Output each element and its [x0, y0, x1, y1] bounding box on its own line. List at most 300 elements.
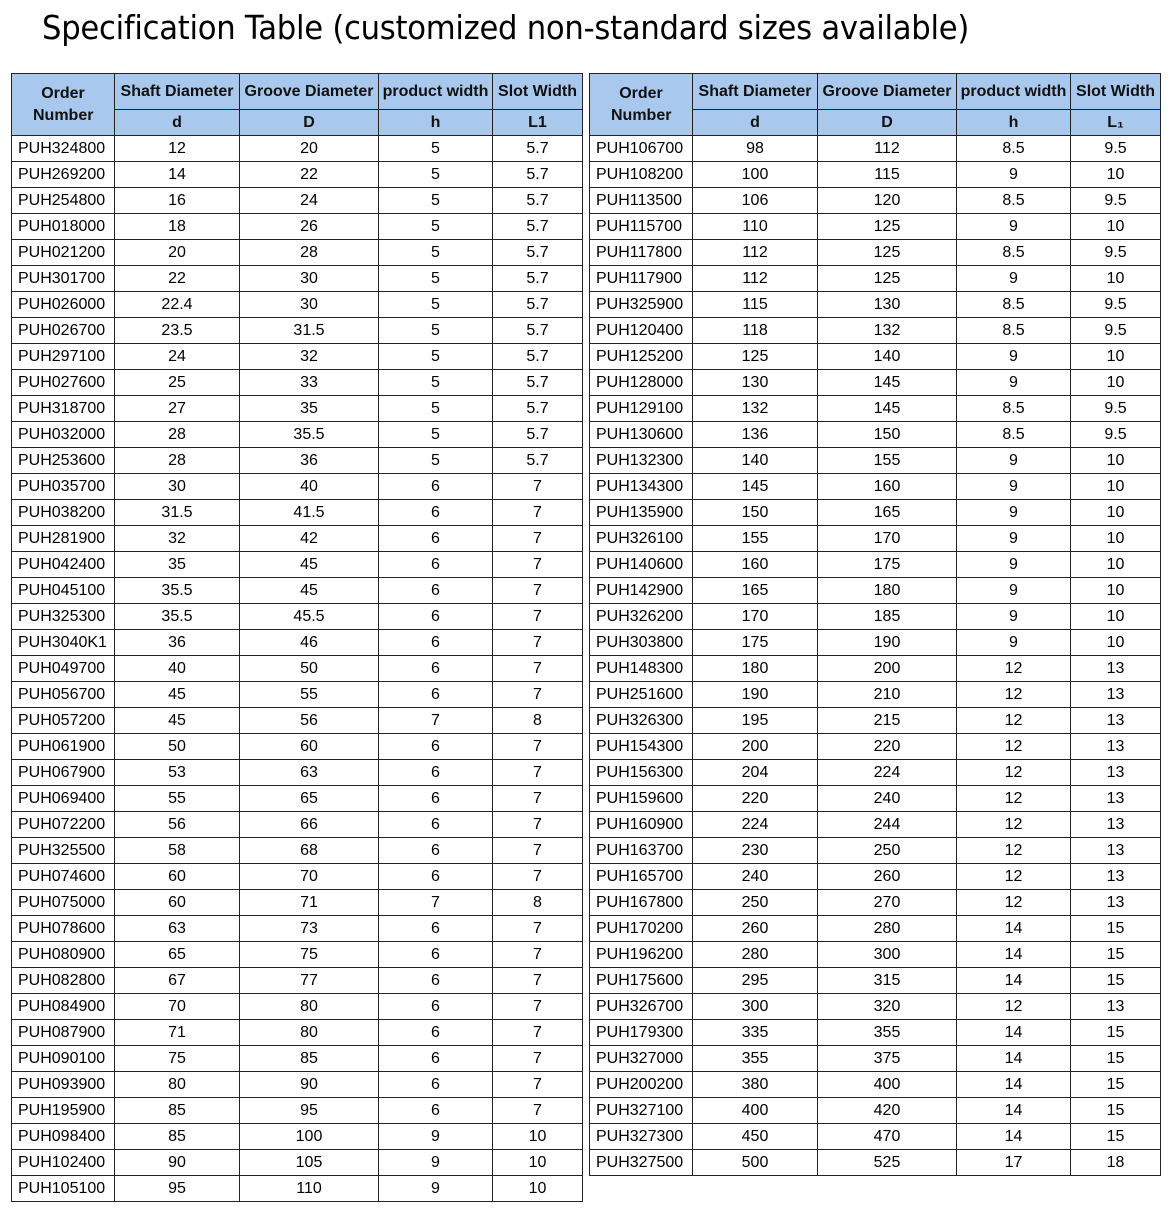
- groove-diameter-cell: 280: [818, 916, 957, 942]
- product-width-cell: 8.5: [957, 318, 1071, 344]
- table-row: [12, 656, 583, 682]
- product-width-cell: 9: [957, 526, 1071, 552]
- slot-width-cell: 10: [1071, 344, 1161, 370]
- shaft-diameter-cell: 450: [693, 1124, 818, 1150]
- groove-diameter-cell: 36: [240, 448, 379, 474]
- table-row: [590, 422, 1161, 448]
- table-row: [12, 1176, 583, 1202]
- table-row: [12, 760, 583, 786]
- table-row: [590, 448, 1161, 474]
- shaft-diameter-cell: 100: [693, 162, 818, 188]
- table-row: [12, 422, 583, 448]
- order-number-cell: PUH140600: [590, 552, 693, 578]
- slot-width-cell: 10: [1071, 578, 1161, 604]
- table-row: [590, 578, 1161, 604]
- order-number-cell: PUH018000: [12, 214, 115, 240]
- product-width-cell: 6: [379, 526, 493, 552]
- order-number-cell: PUH117800: [590, 240, 693, 266]
- product-width-cell: 8.5: [957, 292, 1071, 318]
- groove-diameter-cell: 35: [240, 396, 379, 422]
- slot-width-cell: 7: [493, 994, 583, 1020]
- order-number-cell: PUH132300: [590, 448, 693, 474]
- shaft-diameter-cell: 35: [115, 552, 240, 578]
- shaft-diameter-cell: 36: [115, 630, 240, 656]
- shaft-diameter-cell: 24: [115, 344, 240, 370]
- groove-diameter-cell: 110: [240, 1176, 379, 1202]
- product-width-cell: 12: [957, 682, 1071, 708]
- order-number-cell: PUH325900: [590, 292, 693, 318]
- slot-width-cell: 5.7: [493, 370, 583, 396]
- groove-diameter-cell: 56: [240, 708, 379, 734]
- order-number-cell: PUH027600: [12, 370, 115, 396]
- table-row: [12, 136, 583, 162]
- order-number-cell: PUH179300: [590, 1020, 693, 1046]
- slot-width-cell: 7: [493, 656, 583, 682]
- table-row: [590, 994, 1161, 1020]
- shaft-diameter-cell: 98: [693, 136, 818, 162]
- table-row: [590, 396, 1161, 422]
- product-width-cell: 14: [957, 1046, 1071, 1072]
- table-row: [590, 136, 1161, 162]
- shaft-diameter-cell: 115: [693, 292, 818, 318]
- groove-diameter-cell: 355: [818, 1020, 957, 1046]
- slot-width-cell: 5.7: [493, 214, 583, 240]
- slot-width-cell: 7: [493, 1098, 583, 1124]
- order-number-cell: PUH167800: [590, 890, 693, 916]
- shaft-diameter-cell: 28: [115, 422, 240, 448]
- header-slot-width: Slot Width: [1071, 74, 1161, 110]
- groove-diameter-cell: 77: [240, 968, 379, 994]
- slot-width-cell: 7: [493, 630, 583, 656]
- table-row: [12, 578, 583, 604]
- groove-diameter-cell: 160: [818, 474, 957, 500]
- shaft-diameter-cell: 27: [115, 396, 240, 422]
- groove-diameter-cell: 42: [240, 526, 379, 552]
- product-width-cell: 14: [957, 1020, 1071, 1046]
- header-order-number: Order Number: [590, 74, 693, 136]
- groove-diameter-cell: 240: [818, 786, 957, 812]
- groove-diameter-cell: 190: [818, 630, 957, 656]
- groove-diameter-cell: 63: [240, 760, 379, 786]
- product-width-cell: 9: [957, 162, 1071, 188]
- groove-diameter-cell: 180: [818, 578, 957, 604]
- shaft-diameter-cell: 195: [693, 708, 818, 734]
- groove-diameter-cell: 20: [240, 136, 379, 162]
- shaft-diameter-cell: 140: [693, 448, 818, 474]
- order-number-cell: PUH327300: [590, 1124, 693, 1150]
- slot-width-cell: 7: [493, 838, 583, 864]
- order-number-cell: PUH021200: [12, 240, 115, 266]
- slot-width-cell: 7: [493, 942, 583, 968]
- product-width-cell: 6: [379, 578, 493, 604]
- groove-diameter-cell: 80: [240, 1020, 379, 1046]
- groove-diameter-cell: 185: [818, 604, 957, 630]
- order-number-cell: PUH129100: [590, 396, 693, 422]
- groove-diameter-cell: 150: [818, 422, 957, 448]
- table-row: [12, 1150, 583, 1176]
- groove-diameter-cell: 45: [240, 578, 379, 604]
- product-width-cell: 5: [379, 370, 493, 396]
- product-width-cell: 14: [957, 968, 1071, 994]
- order-number-cell: PUH026700: [12, 318, 115, 344]
- shaft-diameter-cell: 60: [115, 890, 240, 916]
- shaft-diameter-cell: 136: [693, 422, 818, 448]
- product-width-cell: 5: [379, 214, 493, 240]
- table-row: [12, 526, 583, 552]
- groove-diameter-cell: 73: [240, 916, 379, 942]
- table-row: [12, 370, 583, 396]
- table-row: [12, 1046, 583, 1072]
- product-width-cell: 5: [379, 318, 493, 344]
- header-symbol-D: D: [240, 110, 379, 136]
- shaft-diameter-cell: 110: [693, 214, 818, 240]
- table-row: [12, 344, 583, 370]
- product-width-cell: 5: [379, 422, 493, 448]
- product-width-cell: 5: [379, 240, 493, 266]
- table-row: [590, 292, 1161, 318]
- slot-width-cell: 9.5: [1071, 188, 1161, 214]
- table-row: [12, 188, 583, 214]
- order-number-cell: PUH130600: [590, 422, 693, 448]
- order-number-cell: PUH108200: [590, 162, 693, 188]
- shaft-diameter-cell: 70: [115, 994, 240, 1020]
- slot-width-cell: 5.7: [493, 162, 583, 188]
- order-number-cell: PUH175600: [590, 968, 693, 994]
- product-width-cell: 9: [957, 266, 1071, 292]
- table-row: [590, 214, 1161, 240]
- slot-width-cell: 7: [493, 968, 583, 994]
- product-width-cell: 17: [957, 1150, 1071, 1176]
- order-number-cell: PUH325300: [12, 604, 115, 630]
- slot-width-cell: 10: [1071, 266, 1161, 292]
- slot-width-cell: 5.7: [493, 318, 583, 344]
- product-width-cell: 6: [379, 760, 493, 786]
- header-symbol-L1: L1: [493, 110, 583, 136]
- slot-width-cell: 10: [1071, 448, 1161, 474]
- groove-diameter-cell: 65: [240, 786, 379, 812]
- order-number-cell: PUH156300: [590, 760, 693, 786]
- groove-diameter-cell: 105: [240, 1150, 379, 1176]
- shaft-diameter-cell: 155: [693, 526, 818, 552]
- order-number-cell: PUH253600: [12, 448, 115, 474]
- product-width-cell: 6: [379, 864, 493, 890]
- product-width-cell: 5: [379, 162, 493, 188]
- product-width-cell: 12: [957, 838, 1071, 864]
- table-row: [590, 968, 1161, 994]
- order-number-cell: PUH082800: [12, 968, 115, 994]
- product-width-cell: 12: [957, 786, 1071, 812]
- shaft-diameter-cell: 35.5: [115, 578, 240, 604]
- table-row: [590, 838, 1161, 864]
- header-symbol-D: D: [818, 110, 957, 136]
- table-row: [590, 1098, 1161, 1124]
- table-row: [12, 552, 583, 578]
- slot-width-cell: 8: [493, 890, 583, 916]
- slot-width-cell: 9.5: [1071, 318, 1161, 344]
- groove-diameter-cell: 30: [240, 266, 379, 292]
- shaft-diameter-cell: 295: [693, 968, 818, 994]
- table-row: [12, 968, 583, 994]
- shaft-diameter-cell: 85: [115, 1098, 240, 1124]
- table-row: [12, 708, 583, 734]
- product-width-cell: 12: [957, 890, 1071, 916]
- table-row: [590, 1072, 1161, 1098]
- groove-diameter-cell: 75: [240, 942, 379, 968]
- shaft-diameter-cell: 35.5: [115, 604, 240, 630]
- header-product-width: product width: [957, 74, 1071, 110]
- product-width-cell: 5: [379, 292, 493, 318]
- header-symbol-L1: L₁: [1071, 110, 1161, 136]
- table-row: [12, 240, 583, 266]
- shaft-diameter-cell: 106: [693, 188, 818, 214]
- table-row: [590, 370, 1161, 396]
- groove-diameter-cell: 145: [818, 396, 957, 422]
- slot-width-cell: 15: [1071, 1098, 1161, 1124]
- order-number-cell: PUH301700: [12, 266, 115, 292]
- table-row: [12, 214, 583, 240]
- shaft-diameter-cell: 132: [693, 396, 818, 422]
- table-row: [590, 812, 1161, 838]
- header-shaft-diameter: Shaft Diameter: [693, 74, 818, 110]
- product-width-cell: 6: [379, 1072, 493, 1098]
- slot-width-cell: 10: [1071, 162, 1161, 188]
- groove-diameter-cell: 145: [818, 370, 957, 396]
- shaft-diameter-cell: 220: [693, 786, 818, 812]
- product-width-cell: 9: [957, 578, 1071, 604]
- slot-width-cell: 10: [493, 1124, 583, 1150]
- table-row: [590, 344, 1161, 370]
- table-row: [12, 1098, 583, 1124]
- groove-diameter-cell: 220: [818, 734, 957, 760]
- groove-diameter-cell: 170: [818, 526, 957, 552]
- product-width-cell: 6: [379, 812, 493, 838]
- table-row: [590, 240, 1161, 266]
- shaft-diameter-cell: 230: [693, 838, 818, 864]
- groove-diameter-cell: 165: [818, 500, 957, 526]
- order-number-cell: PUH251600: [590, 682, 693, 708]
- shaft-diameter-cell: 204: [693, 760, 818, 786]
- order-number-cell: PUH038200: [12, 500, 115, 526]
- table-row: [12, 838, 583, 864]
- product-width-cell: 8.5: [957, 422, 1071, 448]
- shaft-diameter-cell: 80: [115, 1072, 240, 1098]
- order-number-cell: PUH297100: [12, 344, 115, 370]
- order-number-cell: PUH032000: [12, 422, 115, 448]
- order-number-cell: PUH154300: [590, 734, 693, 760]
- groove-diameter-cell: 33: [240, 370, 379, 396]
- header-symbol-d: d: [693, 110, 818, 136]
- groove-diameter-cell: 90: [240, 1072, 379, 1098]
- slot-width-cell: 7: [493, 500, 583, 526]
- table-body-left: [12, 136, 583, 1202]
- order-number-cell: PUH324800: [12, 136, 115, 162]
- groove-diameter-cell: 45: [240, 552, 379, 578]
- table-row: [590, 734, 1161, 760]
- product-width-cell: 8.5: [957, 240, 1071, 266]
- shaft-diameter-cell: 190: [693, 682, 818, 708]
- slot-width-cell: 5.7: [493, 136, 583, 162]
- product-width-cell: 9: [957, 370, 1071, 396]
- product-width-cell: 9: [957, 344, 1071, 370]
- table-row: [590, 552, 1161, 578]
- groove-diameter-cell: 125: [818, 214, 957, 240]
- table-row: [590, 1046, 1161, 1072]
- groove-diameter-cell: 71: [240, 890, 379, 916]
- slot-width-cell: 7: [493, 604, 583, 630]
- groove-diameter-cell: 24: [240, 188, 379, 214]
- groove-diameter-cell: 26: [240, 214, 379, 240]
- shaft-diameter-cell: 130: [693, 370, 818, 396]
- table-row: [12, 1124, 583, 1150]
- groove-diameter-cell: 244: [818, 812, 957, 838]
- table-row: [590, 942, 1161, 968]
- slot-width-cell: 18: [1071, 1150, 1161, 1176]
- product-width-cell: 14: [957, 942, 1071, 968]
- order-number-cell: PUH045100: [12, 578, 115, 604]
- product-width-cell: 6: [379, 656, 493, 682]
- product-width-cell: 6: [379, 786, 493, 812]
- table-row: [12, 786, 583, 812]
- order-number-cell: PUH056700: [12, 682, 115, 708]
- shaft-diameter-cell: 112: [693, 240, 818, 266]
- order-number-cell: PUH067900: [12, 760, 115, 786]
- product-width-cell: 9: [957, 214, 1071, 240]
- shaft-diameter-cell: 58: [115, 838, 240, 864]
- product-width-cell: 9: [379, 1124, 493, 1150]
- table-row: [12, 448, 583, 474]
- header-symbol-h: h: [957, 110, 1071, 136]
- header-slot-width: Slot Width: [493, 74, 583, 110]
- header-order-number: Order Number: [12, 74, 115, 136]
- product-width-cell: 6: [379, 1098, 493, 1124]
- shaft-diameter-cell: 60: [115, 864, 240, 890]
- slot-width-cell: 13: [1071, 760, 1161, 786]
- slot-width-cell: 7: [493, 916, 583, 942]
- order-number-cell: PUH269200: [12, 162, 115, 188]
- slot-width-cell: 10: [1071, 370, 1161, 396]
- order-number-cell: PUH159600: [590, 786, 693, 812]
- order-number-cell: PUH163700: [590, 838, 693, 864]
- slot-width-cell: 7: [493, 864, 583, 890]
- shaft-diameter-cell: 31.5: [115, 500, 240, 526]
- table-row: [12, 864, 583, 890]
- table-row: [12, 1072, 583, 1098]
- shaft-diameter-cell: 260: [693, 916, 818, 942]
- product-width-cell: 6: [379, 500, 493, 526]
- groove-diameter-cell: 215: [818, 708, 957, 734]
- slot-width-cell: 10: [1071, 526, 1161, 552]
- slot-width-cell: 15: [1071, 942, 1161, 968]
- slot-width-cell: 10: [1071, 500, 1161, 526]
- order-number-cell: PUH084900: [12, 994, 115, 1020]
- shaft-diameter-cell: 16: [115, 188, 240, 214]
- slot-width-cell: 7: [493, 812, 583, 838]
- slot-width-cell: 5.7: [493, 266, 583, 292]
- product-width-cell: 9: [379, 1150, 493, 1176]
- order-number-cell: PUH093900: [12, 1072, 115, 1098]
- order-number-cell: PUH195900: [12, 1098, 115, 1124]
- shaft-diameter-cell: 200: [693, 734, 818, 760]
- groove-diameter-cell: 22: [240, 162, 379, 188]
- shaft-diameter-cell: 224: [693, 812, 818, 838]
- shaft-diameter-cell: 170: [693, 604, 818, 630]
- shaft-diameter-cell: 118: [693, 318, 818, 344]
- groove-diameter-cell: 155: [818, 448, 957, 474]
- groove-diameter-cell: 55: [240, 682, 379, 708]
- groove-diameter-cell: 400: [818, 1072, 957, 1098]
- shaft-diameter-cell: 45: [115, 682, 240, 708]
- shaft-diameter-cell: 25: [115, 370, 240, 396]
- table-row: [12, 890, 583, 916]
- header-shaft-diameter: Shaft Diameter: [115, 74, 240, 110]
- table-row: [590, 162, 1161, 188]
- slot-width-cell: 5.7: [493, 188, 583, 214]
- header-groove-diameter: Groove Diameter: [240, 74, 379, 110]
- slot-width-cell: 10: [1071, 630, 1161, 656]
- table-row: [12, 396, 583, 422]
- product-width-cell: 5: [379, 266, 493, 292]
- order-number-cell: PUH061900: [12, 734, 115, 760]
- order-number-cell: PUH117900: [590, 266, 693, 292]
- table-row: [12, 682, 583, 708]
- shaft-diameter-cell: 145: [693, 474, 818, 500]
- order-number-cell: PUH196200: [590, 942, 693, 968]
- shaft-diameter-cell: 112: [693, 266, 818, 292]
- slot-width-cell: 13: [1071, 838, 1161, 864]
- table-row: [590, 266, 1161, 292]
- slot-width-cell: 13: [1071, 734, 1161, 760]
- shaft-diameter-cell: 45: [115, 708, 240, 734]
- groove-diameter-cell: 45.5: [240, 604, 379, 630]
- slot-width-cell: 7: [493, 526, 583, 552]
- spec-table-left: [11, 73, 583, 1202]
- table-row: [590, 188, 1161, 214]
- order-number-cell: PUH098400: [12, 1124, 115, 1150]
- order-number-cell: PUH165700: [590, 864, 693, 890]
- slot-width-cell: 8: [493, 708, 583, 734]
- order-number-cell: PUH170200: [590, 916, 693, 942]
- shaft-diameter-cell: 500: [693, 1150, 818, 1176]
- order-number-cell: PUH074600: [12, 864, 115, 890]
- product-width-cell: 9: [957, 474, 1071, 500]
- table-row: [590, 916, 1161, 942]
- groove-diameter-cell: 68: [240, 838, 379, 864]
- product-width-cell: 8.5: [957, 396, 1071, 422]
- order-number-cell: PUH105100: [12, 1176, 115, 1202]
- shaft-diameter-cell: 56: [115, 812, 240, 838]
- groove-diameter-cell: 28: [240, 240, 379, 266]
- table-body-right: [590, 136, 1161, 1176]
- shaft-diameter-cell: 300: [693, 994, 818, 1020]
- table-row: [590, 630, 1161, 656]
- shaft-diameter-cell: 22: [115, 266, 240, 292]
- order-number-cell: PUH3040K1: [12, 630, 115, 656]
- product-width-cell: 9: [957, 604, 1071, 630]
- product-width-cell: 6: [379, 916, 493, 942]
- order-number-cell: PUH134300: [590, 474, 693, 500]
- order-number-cell: PUH326700: [590, 994, 693, 1020]
- shaft-diameter-cell: 30: [115, 474, 240, 500]
- shaft-diameter-cell: 75: [115, 1046, 240, 1072]
- product-width-cell: 9: [379, 1176, 493, 1202]
- slot-width-cell: 9.5: [1071, 396, 1161, 422]
- groove-diameter-cell: 31.5: [240, 318, 379, 344]
- groove-diameter-cell: 132: [818, 318, 957, 344]
- shaft-diameter-cell: 65: [115, 942, 240, 968]
- shaft-diameter-cell: 12: [115, 136, 240, 162]
- slot-width-cell: 13: [1071, 708, 1161, 734]
- table-row: [12, 474, 583, 500]
